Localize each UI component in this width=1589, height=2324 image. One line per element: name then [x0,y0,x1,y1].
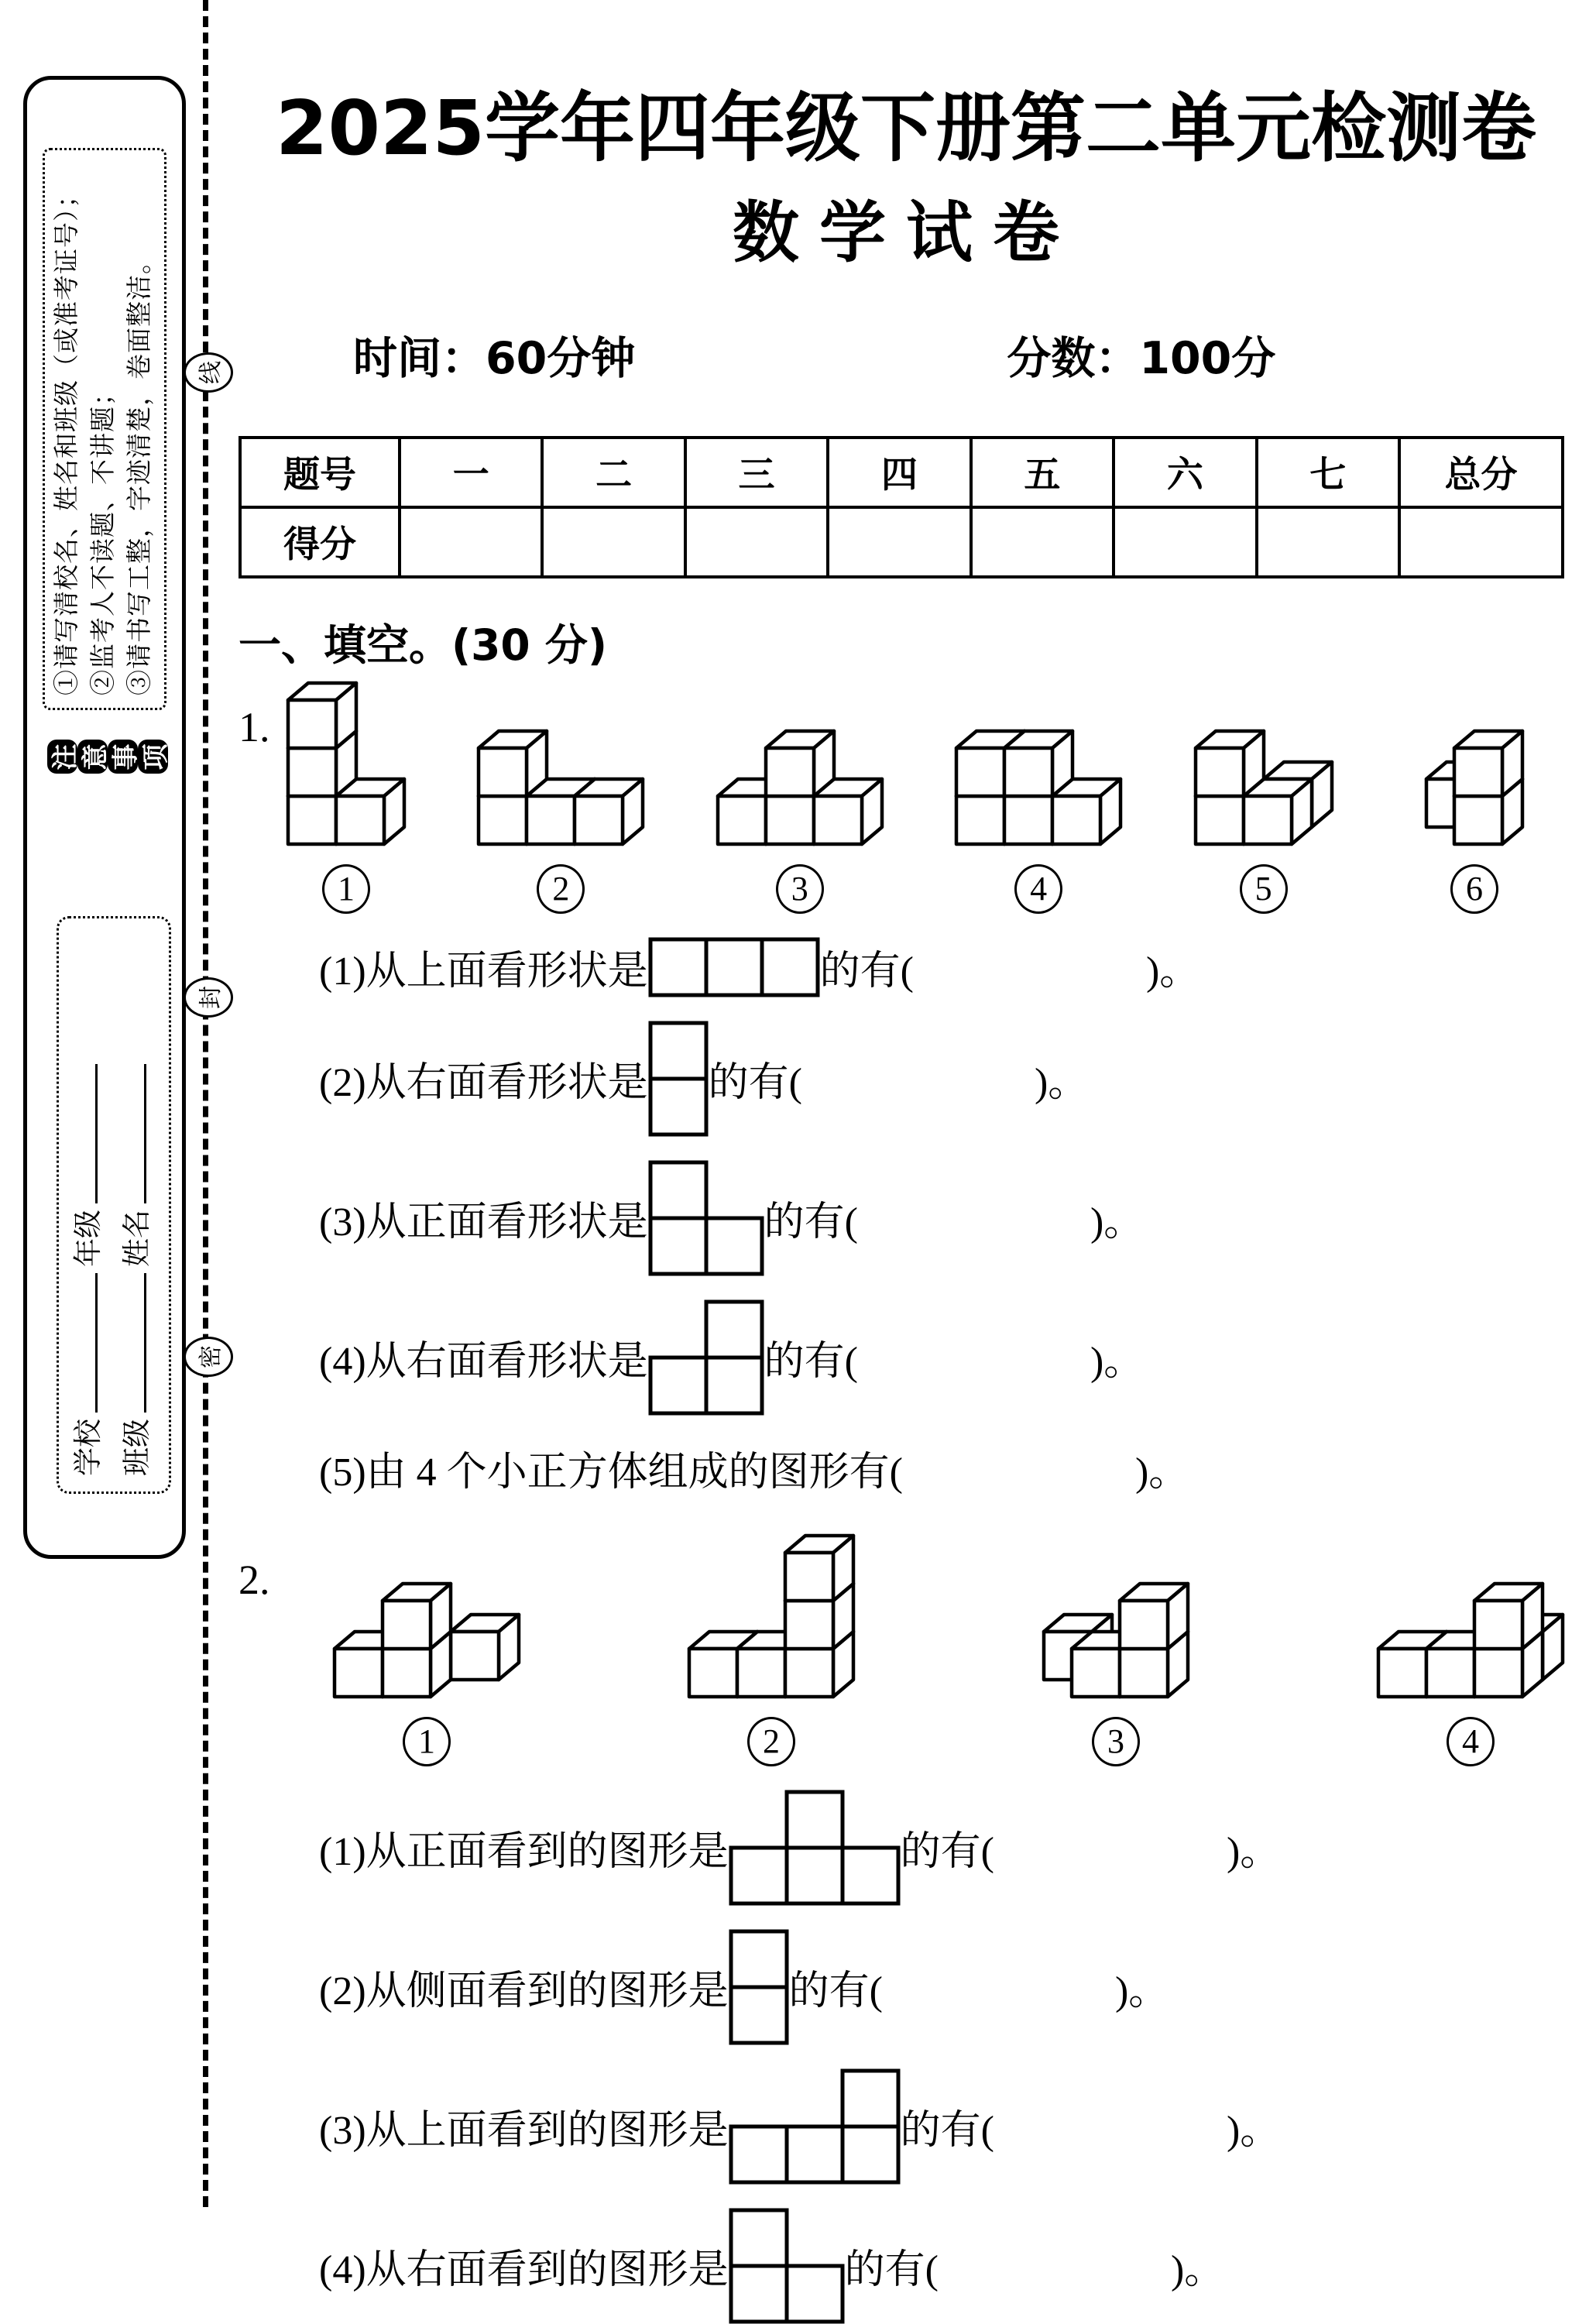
score-empty-cell [685,507,828,577]
cube-figure [475,728,646,914]
score-empty-cell [971,507,1114,577]
cube-figure [1403,711,1546,914]
sub-question-text: 的有( [788,1969,883,2014]
sub-question-close: )。 [1170,2248,1225,2293]
notice-badge-char: 注 [47,740,77,774]
class-label: 班级 [121,1419,153,1476]
score-row-label: 得分 [240,507,400,577]
score-table-header-cell: 二 [542,438,685,507]
score-table-header-cell: 五 [971,438,1114,507]
cube-figure-svg [715,728,885,847]
cube-figure [1193,711,1335,914]
sub-question-text: 的有( [900,2109,994,2154]
score-empty-cell [542,507,685,577]
sub-question-text: (4)从右面看到的图形是 [319,2248,729,2293]
cube-figure-svg [285,680,407,847]
score-empty-cell [828,507,970,577]
instruction-line-3: ③请书写工整，字迹清楚，卷面整洁。 [125,248,154,695]
sub-question-text: 的有( [900,1830,994,1875]
sub-question-row [319,2068,1574,2185]
figure-circled-number: 4 [1014,864,1062,914]
full-score: 分数：100分 [1007,332,1276,384]
question-2-figures [285,1533,1574,1766]
student-info-line-1 [65,934,114,1476]
cube-figure-svg [686,1533,856,1700]
view-shape-svg [729,2208,845,2324]
cube-figure-svg [1375,1564,1566,1700]
sub-question-close: )。 [1114,1969,1169,2014]
cube-figure [686,1533,856,1766]
sub-question-text: (3)从上面看到的图形是 [319,2109,729,2154]
question-1-figures [285,680,1574,914]
question-2-subquestions [239,1790,1574,2324]
cube-figure [331,1564,522,1766]
score-table-header-cell: 六 [1114,438,1256,507]
exam-main [239,74,1574,2324]
sub-question-text: 的有( [764,1200,858,1245]
sub-question-row [319,1021,1574,1137]
view-shape-svg [648,937,820,997]
score-table-header-cell: 七 [1257,438,1399,507]
cube-figure-svg [1021,1564,1211,1700]
figure-circled-number: 3 [776,864,824,914]
student-info-box [57,916,171,1494]
sub-question-close: )。 [1226,2109,1281,2154]
grade-blank-line [67,1064,98,1203]
name-label: 姓名 [121,1210,153,1267]
cube-figure [285,680,407,914]
section-one-heading: 一、填空。(30 分) [239,620,607,670]
cube-figure-svg [1193,711,1335,847]
exam-subtitle: 数学试卷 [733,194,1079,272]
score-empty-cell [1257,507,1399,577]
score-table-header-cell: 总分 [1399,438,1563,507]
score-empty-cell [400,507,542,577]
cube-figure [1021,1564,1211,1766]
sub-question-text: (5)由 4 个小正方体组成的图形有( [319,1450,903,1495]
view-shape-svg [648,1299,764,1416]
seal-mark-mi: 密 [184,1337,233,1377]
school-blank-line [67,1273,98,1413]
cube-figure [715,728,885,914]
view-shape-svg [729,1929,789,2045]
figure-circled-number: 2 [747,1717,795,1766]
sub-question-row [319,2208,1574,2324]
figure-circled-number: 5 [1240,864,1288,914]
time-limit: 时间：60分钟 [353,332,636,384]
sub-question-row [319,1929,1574,2045]
notice-badge [47,740,171,774]
figure-circled-number: 1 [403,1717,451,1766]
cube-figure-svg [475,728,646,847]
sub-question-row [319,1160,1574,1276]
exam-info-row [239,323,1574,386]
notice-instructions-box [43,148,166,710]
sub-question-close: )。 [1134,1450,1189,1495]
seal-mark-feng: 封 [184,977,233,1018]
notice-badge-char: 事 [108,740,138,774]
sub-question-text: 的有( [708,1061,802,1106]
sub-question-text: (2)从侧面看到的图形是 [319,1969,729,2014]
question-1-number: 1. [239,703,270,750]
cube-figure-svg [331,1564,522,1700]
question-2 [239,1533,1574,1766]
figure-circled-number: 6 [1450,864,1498,914]
sub-question-row [319,1299,1574,1416]
view-shape-svg [729,2068,901,2185]
score-empty-cell [1114,507,1256,577]
score-empty-cell [1399,507,1563,577]
sub-question-close: )。 [1034,1061,1089,1106]
school-label: 学校 [73,1419,105,1476]
grade-label: 年级 [73,1210,105,1267]
figure-circled-number: 2 [537,864,585,914]
figure-circled-number: 3 [1092,1717,1140,1766]
sub-question-row [319,1439,1574,1497]
sub-question-close: )。 [1226,1830,1281,1875]
view-shape-svg [648,1021,709,1137]
sub-question-row [319,937,1574,997]
sub-question-text: (1)从正面看到的图形是 [319,1830,729,1875]
score-table [239,436,1564,578]
name-blank-line [115,1064,146,1203]
sub-question-close: )。 [1145,949,1200,994]
sub-question-row [319,1790,1574,1906]
sub-question-text: 的有( [844,2248,939,2293]
instruction-line-2: ②监考人不读题、不讲题； [89,379,118,695]
sub-question-text: 的有( [819,949,914,994]
notice-badge-char: 意 [77,740,108,774]
question-1 [239,680,1574,914]
cube-figure-svg [1403,711,1546,847]
view-shape-svg [648,1160,764,1276]
instruction-line-1: ①请写清校名、姓名和班级（或准考证号）； [53,181,81,695]
question-1-subquestions [239,937,1574,1497]
score-table-header-cell: 一 [400,438,542,507]
question-2-number: 2. [239,1556,270,1603]
notice-badge-char: 项 [138,740,168,774]
sub-question-text: (3)从正面看形状是 [319,1200,648,1245]
view-shape-svg [729,1790,901,1906]
seal-dashed-line [203,0,208,2207]
figure-circled-number: 1 [322,864,370,914]
score-table-header-cell: 三 [685,438,828,507]
cube-figure [1375,1564,1566,1766]
student-info-line-2 [114,934,163,1476]
sub-question-text: (4)从右面看形状是 [319,1340,648,1385]
seal-mark-line: 线 [184,352,233,393]
figure-circled-number: 4 [1447,1717,1495,1766]
exam-sidebar [23,76,186,1559]
score-table-header-label: 题号 [240,438,400,507]
sub-question-text: 的有( [764,1340,858,1385]
sub-question-close: )。 [1090,1340,1145,1385]
exam-title: 2025学年四年级下册第二单元检测卷 [276,84,1536,172]
sub-question-close: )。 [1090,1200,1145,1245]
sub-question-text: (1)从上面看形状是 [319,949,648,994]
cube-figure [953,728,1124,914]
cube-figure-svg [953,728,1124,847]
score-table-header-cell: 四 [828,438,970,507]
sub-question-text: (2)从右面看形状是 [319,1061,648,1106]
class-blank-line [115,1273,146,1413]
